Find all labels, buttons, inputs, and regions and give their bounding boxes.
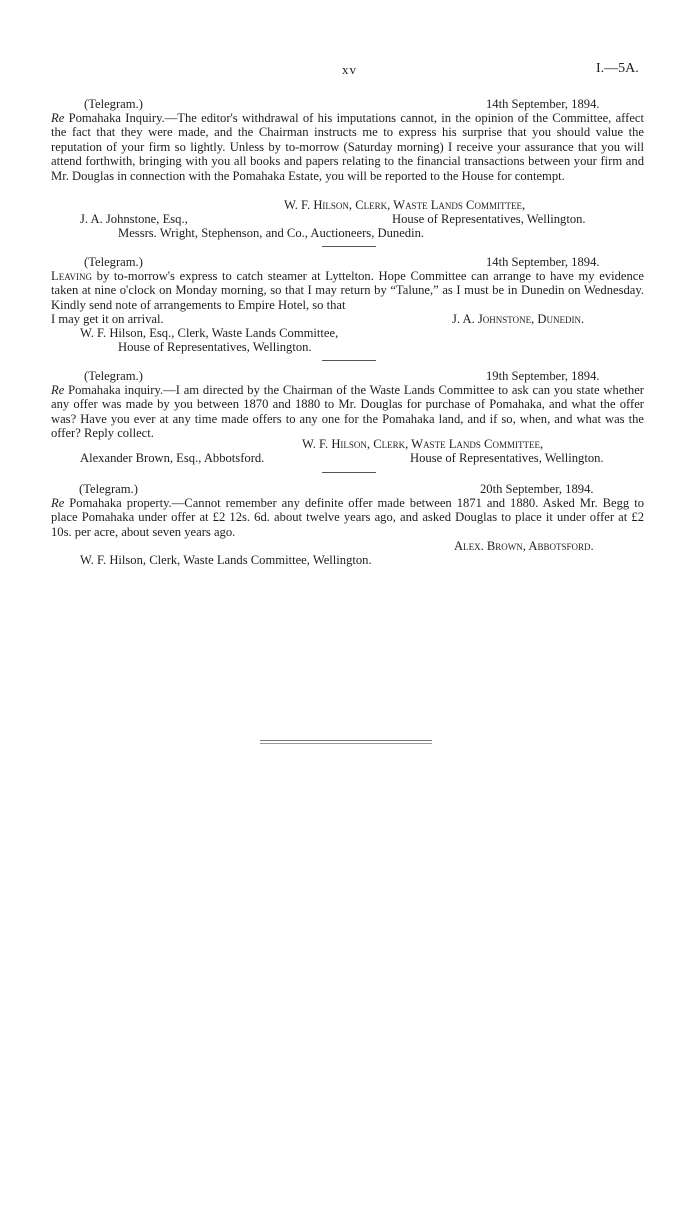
addressee-line-1: W. F. Hilson, Esq., Clerk, Waste Lands Committee, bbox=[80, 326, 339, 340]
telegram-body-last-line: I may get it on arrival. bbox=[51, 312, 164, 326]
telegram-label: (Telegram.) bbox=[84, 255, 143, 269]
telegram-date: 14th September, 1894. bbox=[486, 97, 600, 111]
addressee: Alexander Brown, Esq., Abbotsford. bbox=[80, 451, 265, 465]
addressee-line-2: House of Representatives, Wellington. bbox=[118, 340, 312, 354]
telegram-body bbox=[51, 383, 644, 441]
telegram-body bbox=[51, 111, 644, 183]
document-reference: I.—5A. bbox=[596, 61, 639, 76]
signature: Alex. Brown, Abbotsford. bbox=[454, 539, 594, 553]
body-lead: Re bbox=[51, 383, 65, 397]
telegram-label: (Telegram.) bbox=[79, 482, 138, 496]
telegram-body bbox=[51, 269, 644, 312]
signature-line-1: W. F. Hilson, Clerk, Waste Lands Committee, bbox=[302, 437, 544, 451]
section-divider bbox=[322, 472, 376, 473]
end-rule-bottom bbox=[260, 743, 432, 744]
body-lead: Leaving bbox=[51, 269, 93, 283]
telegram-date: 20th September, 1894. bbox=[480, 482, 594, 496]
telegram-label: (Telegram.) bbox=[84, 369, 143, 383]
body-lead: Re bbox=[51, 111, 65, 125]
signature-line-2: House of Representatives, Wellington. bbox=[392, 212, 586, 226]
end-rule-top bbox=[260, 740, 432, 741]
addressee-line-1: J. A. Johnstone, Esq., bbox=[80, 212, 188, 226]
body-text: Pomahaka Inquiry.—The editor's withdrawal of his imputations cannot, in the opinion of the Committee, affect the fact that they were made, and the Chairman instructs me to express his surprise that you should value the reputation of your firm so lightly. Unless by to-morrow (Saturday morning) I receive your assurance that you will attend forthwith, bringing with you all books and papers relating to the financial transactions between your firm and Mr. Douglas in connection with the Pomahaka Estate, you will be reported to the House for contempt. bbox=[51, 111, 644, 183]
section-divider bbox=[322, 360, 376, 361]
telegram-label: (Telegram.) bbox=[84, 97, 143, 111]
telegram-date: 14th September, 1894. bbox=[486, 255, 600, 269]
signature: J. A. Johnstone, Dunedin. bbox=[452, 312, 585, 326]
body-text: Pomahaka property.—Cannot remember any definite offer made between 1871 and 1880. Asked Mr. Begg to place Pomahaka under offer at £2 12s. 6d. about twelve years ago, and asked Douglas to place it under offer at £2 10s. per acre, about seven years ago. bbox=[51, 496, 644, 539]
section-divider bbox=[322, 246, 376, 247]
body-lead: Re bbox=[51, 496, 65, 510]
signature-line-1: W. F. Hilson, Clerk, Waste Lands Committee, bbox=[284, 198, 526, 212]
telegram-body bbox=[51, 496, 644, 539]
telegram-date: 19th September, 1894. bbox=[486, 369, 600, 383]
addressee-line-2: Messrs. Wright, Stephenson, and Co., Auctioneers, Dunedin. bbox=[118, 226, 425, 240]
page-number: xv bbox=[342, 62, 357, 77]
body-text: by to-morrow's express to catch steamer at Lyttelton. Hope Committee can arrange to have my evidence taken at nine o'clock on Monday morning, so that I may return by “Talune,” as I must be in Dunedin on Wednesday. Kindly send note of arrangements to Empire Hotel, so that bbox=[51, 269, 644, 312]
body-text: Pomahaka inquiry.—I am directed by the Chairman of the Waste Lands Committee to ask can you state whether any offer was made by you between 1870 and 1880 to Mr. Douglas for purchase of Pomahaka, and what the offer was? Have you ever at any time made offers to any one for the Pomahaka land, and if so, when, and what was the offer? Reply collect. bbox=[51, 383, 644, 441]
addressee: W. F. Hilson, Clerk, Waste Lands Committee, Wellington. bbox=[80, 553, 372, 567]
signature-line-2: House of Representatives, Wellington. bbox=[410, 451, 604, 465]
